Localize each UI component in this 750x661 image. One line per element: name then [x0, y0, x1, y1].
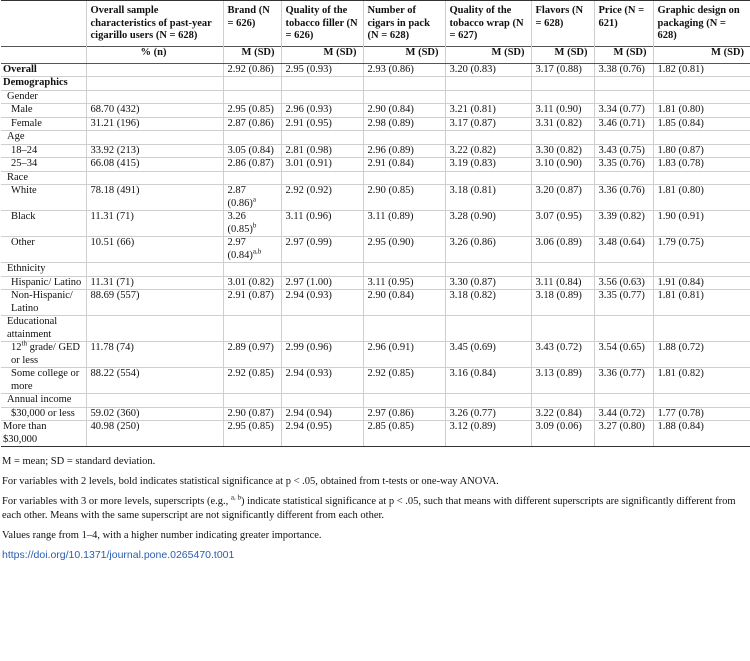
cell: 2.92 (0.92) [281, 185, 363, 211]
header-filler-quality: Quality of the tobacco filler (N = 626) [281, 1, 363, 47]
cell: 1.82 (0.81) [653, 63, 750, 77]
cell: 1.83 (0.78) [653, 158, 750, 172]
cell: 2.91 (0.84) [363, 158, 445, 172]
table-row-female [1, 117, 750, 131]
cell: 1.79 (0.75) [653, 237, 750, 263]
cell: 1.88 (0.72) [653, 342, 750, 368]
subheader-msd: M (SD) [363, 46, 445, 63]
row-label: White [1, 185, 86, 211]
cell: 3.20 (0.87) [531, 185, 594, 211]
subheader-msd: M (SD) [653, 46, 750, 63]
cell-significant: 3.27 (0.80) [594, 421, 653, 447]
doi-link[interactable]: https://doi.org/10.1371/journal.pone.0265470.t001 [2, 549, 235, 561]
row-label: Overall [1, 63, 86, 77]
cell: 3.43 (0.75) [594, 144, 653, 158]
cell: 88.22 (554) [86, 368, 223, 394]
header-price: Price (N = 621) [594, 1, 653, 47]
cell-significant: 3.16 (0.84) [445, 368, 531, 394]
cell: 2.95 (0.90) [363, 237, 445, 263]
cell: 3.39 (0.82) [594, 211, 653, 237]
cell: 3.19 (0.83) [445, 158, 531, 172]
cell: 3.46 (0.71) [594, 117, 653, 131]
table-row-ethnicity [1, 263, 750, 277]
cell: 3.22 (0.84) [531, 407, 594, 421]
cell: 3.17 (0.87) [445, 117, 531, 131]
table-row-black [1, 211, 750, 237]
cell: 3.18 (0.82) [445, 290, 531, 316]
note-value-range: Values range from 1–4, with a higher number indicating greater importance. [2, 530, 322, 541]
subheader-msd: M (SD) [445, 46, 531, 63]
cell: 3.36 (0.77) [594, 368, 653, 394]
subheader-msd: M (SD) [223, 46, 281, 63]
cell: 3.34 (0.77) [594, 104, 653, 118]
cell-significant: 3.12 (0.89) [445, 421, 531, 447]
row-label: Female [1, 117, 86, 131]
table-row-age [1, 131, 750, 145]
table-row-age-18-24 [1, 144, 750, 158]
note-superscripts: For variables with 3 or more levels, superscripts (e.g., $^{a, b}$) indicate statistical significance at p < .05, such that means with different superscripts are significantly different from each other. Means with the same superscript are not significantly different from each other. [2, 493, 736, 521]
cell: 2.97 (0.99) [281, 237, 363, 263]
cell: 3.17 (0.88) [531, 63, 594, 77]
cell: 2.97 (1.00) [281, 276, 363, 290]
cell-significant: 3.43 (0.72) [531, 342, 594, 368]
note-bold-significance: For variables with 2 levels, bold indicates statistical significance at p < .05, obtained from t-tests or one-way ANOVA. [2, 476, 499, 487]
cell-significant: 2.81 (0.98) [281, 144, 363, 158]
cell: 11.78 (74) [86, 342, 223, 368]
table-row-race [1, 171, 750, 185]
cell: 1.88 (0.84) [653, 421, 750, 447]
cell: 1.81 (0.80) [653, 185, 750, 211]
data-table [1, 0, 750, 447]
cell-significant: 2.87 $(0.86)^a$ [223, 185, 281, 211]
cell: 2.90 (0.84) [363, 290, 445, 316]
cell: 2.91 (0.95) [281, 117, 363, 131]
cell: 1.90 (0.91) [653, 211, 750, 237]
table-row-non-hispanic [1, 290, 750, 316]
cell: 3.11 (0.96) [281, 211, 363, 237]
table-notes [1, 455, 750, 543]
note-abbreviations: M = mean; SD = standard deviation. [2, 456, 156, 467]
table-row-some-college [1, 368, 750, 394]
cell-significant: 3.05 (0.84) [223, 144, 281, 158]
row-label: Male [1, 104, 86, 118]
cell: 33.92 (213) [86, 144, 223, 158]
cell: 2.87 (0.86) [223, 117, 281, 131]
cell-significant: 2.97 $(0.84)^{a,b}$ [223, 237, 281, 263]
cell: 3.11 (0.84) [531, 276, 594, 290]
cell: 2.96 (0.93) [281, 104, 363, 118]
group-label: Race [1, 171, 86, 185]
cell: 2.90 (0.84) [363, 104, 445, 118]
header-graphic-design: Graphic design on packaging (N = 628) [653, 1, 750, 47]
cell: 3.28 (0.90) [445, 211, 531, 237]
cell: 2.95 (0.85) [223, 104, 281, 118]
header-overall-sample: Overall sample characteristics of past-year cigarillo users (N = 628) [86, 1, 223, 47]
superscript: a [252, 195, 256, 203]
cell-significant: 3.26 (0.77) [445, 407, 531, 421]
table-row-overall [1, 63, 750, 77]
row-label: 18–24 [1, 144, 86, 158]
cell: 2.90 (0.87) [223, 407, 281, 421]
cell: 3.21 (0.81) [445, 104, 531, 118]
subheader-msd: M (SD) [281, 46, 363, 63]
row-label: Other [1, 237, 86, 263]
cell: 3.11 (0.95) [363, 276, 445, 290]
cell: 3.09 (0.06) [531, 421, 594, 447]
group-label: Age [1, 131, 86, 145]
header-blank [1, 1, 86, 47]
header-brand: Brand (N = 626) [223, 1, 281, 47]
subheader-percent: % (n) [86, 46, 223, 63]
table-row-income-low [1, 407, 750, 421]
subheader-blank [1, 46, 86, 63]
cell-significant: 3.01 (0.91) [281, 158, 363, 172]
table-row-income-high [1, 421, 750, 447]
table-row-gender [1, 90, 750, 104]
table-row-white [1, 185, 750, 211]
cell: 2.92 (0.85) [363, 368, 445, 394]
cell: 2.94 (0.94) [281, 407, 363, 421]
superscript: b [252, 221, 257, 229]
cell: 31.21 (196) [86, 117, 223, 131]
table-row-male [1, 104, 750, 118]
cell: 1.81 (0.82) [653, 368, 750, 394]
cell-significant: 3.30 (0.82) [531, 144, 594, 158]
cell-significant: 3.31 (0.82) [531, 117, 594, 131]
group-label: Educational attainment [1, 316, 86, 342]
table-row-12th-grade [1, 342, 750, 368]
cell-significant: 3.45 (0.69) [445, 342, 531, 368]
cell: 2.96 (0.89) [363, 144, 445, 158]
cell: 2.99 (0.96) [281, 342, 363, 368]
cell: 1.81 (0.81) [653, 290, 750, 316]
cell-significant: 3.44 (0.72) [594, 407, 653, 421]
cell: 2.95 (0.85) [223, 421, 281, 447]
cell: 40.98 (250) [86, 421, 223, 447]
header-flavors: Flavors (N = 628) [531, 1, 594, 47]
cell: 1.80 (0.87) [653, 144, 750, 158]
cell: 3.48 (0.64) [594, 237, 653, 263]
cell: 88.69 (557) [86, 290, 223, 316]
cell: 3.18 (0.89) [531, 290, 594, 316]
table-row-demographics [1, 77, 750, 91]
cell: 2.96 (0.91) [363, 342, 445, 368]
subheader-msd: M (SD) [531, 46, 594, 63]
cell: 2.93 (0.86) [363, 63, 445, 77]
subheader-msd: M (SD) [594, 46, 653, 63]
group-label: Annual income [1, 394, 86, 408]
cell: 2.92 (0.86) [223, 63, 281, 77]
cell: 3.38 (0.76) [594, 63, 653, 77]
cell: 2.95 (0.93) [281, 63, 363, 77]
row-label: Some college or more [1, 368, 86, 394]
cell: 2.98 (0.89) [363, 117, 445, 131]
cell: 2.94 (0.95) [281, 421, 363, 447]
cell-significant: 3.10 (0.90) [531, 158, 594, 172]
cell: 10.51 (66) [86, 237, 223, 263]
cell: 78.18 (491) [86, 185, 223, 211]
cell: 3.07 (0.95) [531, 211, 594, 237]
cell: 66.08 (415) [86, 158, 223, 172]
cell: 2.91 (0.87) [223, 290, 281, 316]
cell: 2.94 (0.93) [281, 290, 363, 316]
header-row [1, 1, 750, 47]
cell: 3.20 (0.83) [445, 63, 531, 77]
cell [86, 63, 223, 77]
row-label: Black [1, 211, 86, 237]
cell: 3.22 (0.82) [445, 144, 531, 158]
cell: 3.35 (0.76) [594, 158, 653, 172]
cell-significant: 3.56 (0.63) [594, 276, 653, 290]
table-row-age-25-34 [1, 158, 750, 172]
cell: 2.85 (0.85) [363, 421, 445, 447]
cell-significant: 3.35 (0.77) [594, 290, 653, 316]
cell-significant: 3.13 (0.89) [531, 368, 594, 394]
subheader-row [1, 46, 750, 63]
row-label: Non-Hispanic/ Latino [1, 290, 86, 316]
cell: 2.89 (0.97) [223, 342, 281, 368]
cell: 2.97 (0.86) [363, 407, 445, 421]
cell: 3.06 (0.89) [531, 237, 594, 263]
cell: 1.77 (0.78) [653, 407, 750, 421]
row-label: $30,000 or less [1, 407, 86, 421]
group-label: Ethnicity [1, 263, 86, 277]
cell: 11.31 (71) [86, 276, 223, 290]
cell: 3.54 (0.65) [594, 342, 653, 368]
row-label: More than $30,000 [1, 421, 86, 447]
cell: 2.92 (0.85) [223, 368, 281, 394]
cell: 3.11 (0.89) [363, 211, 445, 237]
cell: 3.18 (0.81) [445, 185, 531, 211]
cell: 68.70 (432) [86, 104, 223, 118]
cell: 1.85 (0.84) [653, 117, 750, 131]
row-label: 12th grade/ GED or less [1, 342, 86, 368]
section-label: Demographics [1, 77, 86, 91]
cell: 2.94 (0.93) [281, 368, 363, 394]
table-row-income [1, 394, 750, 408]
cell: 59.02 (360) [86, 407, 223, 421]
header-cigars-in-pack: Number of cigars in pack (N = 628) [363, 1, 445, 47]
cell: 1.91 (0.84) [653, 276, 750, 290]
cell-significant: 3.11 (0.90) [531, 104, 594, 118]
cell: 2.90 (0.85) [363, 185, 445, 211]
group-label: Gender [1, 90, 86, 104]
cell: 3.30 (0.87) [445, 276, 531, 290]
cell-significant: 2.86 (0.87) [223, 158, 281, 172]
table-row-hispanic [1, 276, 750, 290]
cell: 1.81 (0.80) [653, 104, 750, 118]
cell-significant: 3.26 $(0.85)^b$ [223, 211, 281, 237]
cell: 3.36 (0.76) [594, 185, 653, 211]
row-label: 25–34 [1, 158, 86, 172]
row-label: Hispanic/ Latino [1, 276, 86, 290]
table-row-education [1, 316, 750, 342]
cell: 3.01 (0.82) [223, 276, 281, 290]
cell: 3.26 (0.86) [445, 237, 531, 263]
cell: 11.31 (71) [86, 211, 223, 237]
table-row-other [1, 237, 750, 263]
header-wrap-quality: Quality of the tobacco wrap (N = 627) [445, 1, 531, 47]
superscript: a,b [252, 247, 262, 255]
